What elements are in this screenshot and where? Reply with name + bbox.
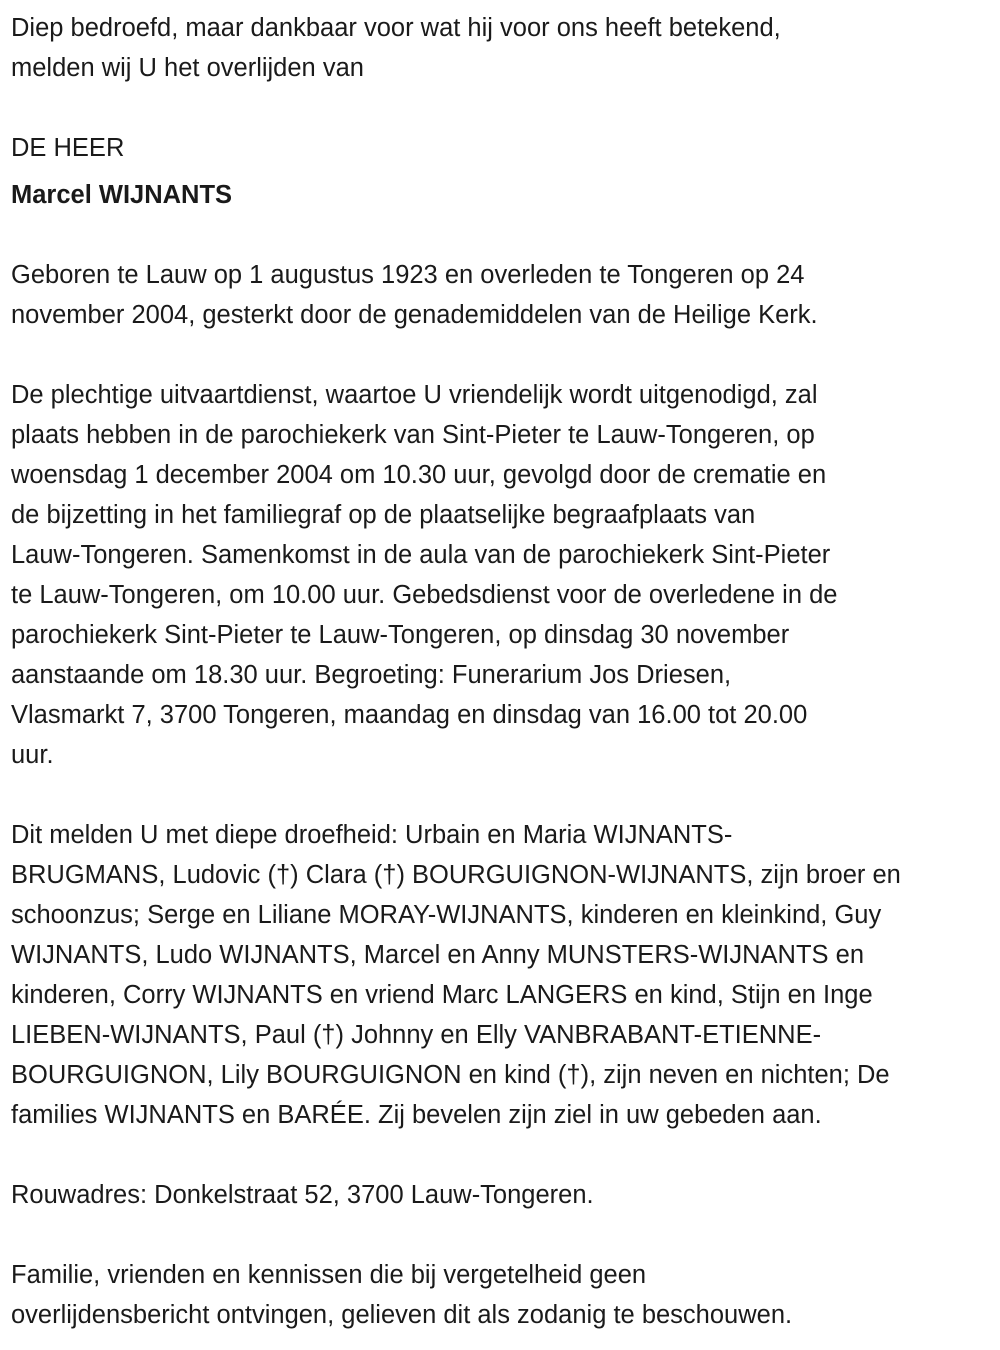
text-line: BOURGUIGNON, Lily BOURGUIGNON en kind (†), zijn neven en nichten; De: [11, 1061, 890, 1089]
text-line: WIJNANTS, Ludo WIJNANTS, Marcel en Anny MUNSTERS-WIJNANTS en: [11, 941, 865, 969]
text-line: melden wij U het overlijden van: [11, 54, 364, 82]
text-line: BRUGMANS, Ludovic (†) Clara (†) BOURGUIGNON-WIJNANTS, zijn broer en: [11, 861, 901, 889]
text-line: schoonzus; Serge en Liliane MORAY-WIJNANTS, kinderen en kleinkind, Guy: [11, 901, 882, 929]
deceased-name: Marcel WIJNANTS: [11, 181, 233, 209]
text-line: Vlasmarkt 7, 3700 Tongeren, maandag en dinsdag van 16.00 tot 20.00: [11, 701, 808, 729]
text-line: woensdag 1 december 2004 om 10.30 uur, gevolgd door de crematie en: [11, 461, 827, 489]
intro-paragraph: [11, 8, 1000, 88]
text-line: parochiekerk Sint-Pieter te Lauw-Tongeren, op dinsdag 30 november: [11, 621, 790, 649]
text-line: Lauw-Tongeren. Samenkomst in de aula van de parochiekerk Sint-Pieter: [11, 541, 831, 569]
text-line: De plechtige uitvaartdienst, waartoe U vriendelijk wordt uitgenodigd, zal: [11, 381, 818, 409]
mourning-address: Rouwadres: Donkelstraat 52, 3700 Lauw-Tongeren.: [11, 1181, 594, 1209]
family-paragraph: [11, 815, 1000, 1135]
text-line: november 2004, gesterkt door de genademiddelen van de Heilige Kerk.: [11, 301, 818, 329]
honorific: DE HEER: [11, 134, 125, 162]
text-line: aanstaande om 18.30 uur. Begroeting: Funerarium Jos Driesen,: [11, 661, 732, 689]
text-line: uur.: [11, 741, 54, 769]
text-line: te Lauw-Tongeren, om 10.00 uur. Gebedsdienst voor de overledene in de: [11, 581, 838, 609]
text-line: overlijdensbericht ontvingen, gelieven dit als zodanig te beschouwen.: [11, 1301, 793, 1329]
text-line: families WIJNANTS en BARÉE. Zij bevelen zijn ziel in uw gebeden aan.: [11, 1101, 822, 1129]
text-line: Dit melden U met diepe droefheid: Urbain en Maria WIJNANTS-: [11, 821, 733, 849]
text-line: plaats hebben in de parochiekerk van Sint-Pieter te Lauw-Tongeren, op: [11, 421, 815, 449]
text-line: Diep bedroefd, maar dankbaar voor wat hij voor ons heeft betekend,: [11, 14, 781, 42]
text-line: Geboren te Lauw op 1 augustus 1923 en overleden te Tongeren op 24: [11, 261, 805, 289]
text-line: kinderen, Corry WIJNANTS en vriend Marc LANGERS en kind, Stijn en Inge: [11, 981, 873, 1009]
text-line: LIEBEN-WIJNANTS, Paul (†) Johnny en Elly VANBRABANT-ETIENNE-: [11, 1021, 822, 1049]
text-line: Familie, vrienden en kennissen die bij vergetelheid geen: [11, 1261, 647, 1289]
service-paragraph: [11, 375, 1000, 775]
closing-paragraph: [11, 1255, 1000, 1335]
text-line: de bijzetting in het familiegraf op de plaatselijke begraafplaats van: [11, 501, 756, 529]
birth-paragraph: [11, 255, 1000, 335]
